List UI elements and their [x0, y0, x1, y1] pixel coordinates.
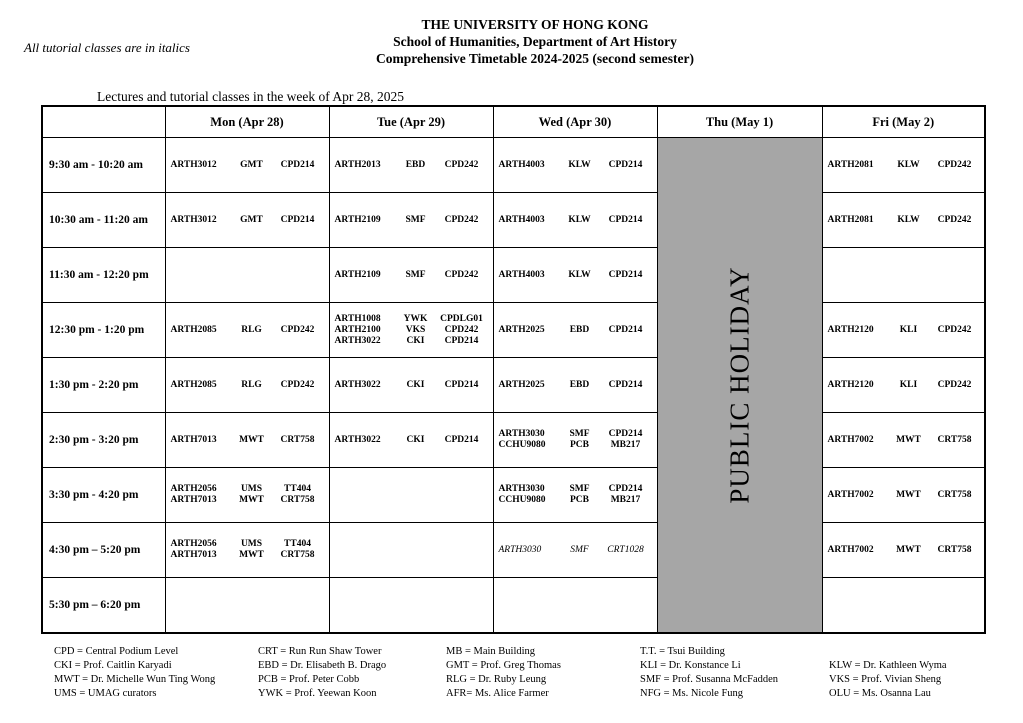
- slot-cell-wed: [493, 578, 657, 634]
- class-entry: [171, 325, 329, 336]
- entry-course: ARTH4003: [498, 159, 545, 170]
- entry-room: CPD214: [608, 324, 643, 335]
- entry-course: ARTH2109: [334, 269, 381, 280]
- class-entry: [171, 380, 329, 391]
- document-header: [300, 16, 770, 67]
- entry-staff: KLI: [899, 379, 918, 390]
- legend-entry: KLW = Dr. Kathleen Wyma: [829, 660, 947, 671]
- slot-cell-tue: [329, 138, 493, 193]
- entry-staff: GMT: [240, 159, 263, 170]
- entry-room: CPD214: [608, 214, 643, 225]
- slot-cell-wed: [493, 413, 657, 468]
- entry-room: TT404: [284, 484, 311, 494]
- entry-staff: SMF: [569, 484, 590, 494]
- entry-staff: EBD: [569, 324, 590, 335]
- entry-room: CPD242: [937, 324, 972, 335]
- entry-room: CPD214: [280, 214, 315, 225]
- class-entry: [171, 495, 329, 506]
- entry-staff: KLW: [897, 159, 920, 170]
- time-slot: 4:30 pm – 5:20 pm: [42, 523, 165, 578]
- entry-staff: PCB: [570, 440, 589, 450]
- week-label: Lectures and tutorial classes in the week of Apr 28, 2025: [97, 89, 405, 104]
- entry-room: CRT758: [280, 434, 315, 445]
- entry-course: ARTH3022: [334, 379, 381, 390]
- table-row: [42, 468, 985, 523]
- entry-staff: KLW: [568, 269, 591, 280]
- entry-course: ARTH3030: [498, 429, 545, 439]
- table-row: [42, 248, 985, 303]
- table-row: [42, 523, 985, 578]
- class-entry: [499, 380, 657, 391]
- class-entry: [171, 435, 329, 446]
- entry-room: CRT1028: [607, 544, 644, 555]
- slot-cell-tue: [329, 358, 493, 413]
- class-entry: [171, 484, 329, 495]
- class-entry: [335, 160, 493, 171]
- entry-room: CPD214: [444, 379, 479, 390]
- entry-room: CRT758: [280, 495, 315, 505]
- class-entry: [499, 495, 657, 506]
- time-slot: 1:30 pm - 2:20 pm: [42, 358, 165, 413]
- entry-staff: SMF: [405, 269, 426, 280]
- table-row: [42, 413, 985, 468]
- day-header-row: [42, 106, 985, 138]
- legend-entry: T.T. = Tsui Building: [640, 646, 725, 657]
- legend-entry: CKI = Prof. Caitlin Karyadi: [54, 660, 172, 671]
- slot-cell-mon: [165, 523, 329, 578]
- entry-course: ARTH3022: [334, 434, 381, 445]
- entry-course: ARTH2025: [498, 324, 545, 335]
- entry-room: CRT758: [937, 544, 972, 555]
- class-entry: [335, 435, 493, 446]
- slot-cell-tue: [329, 193, 493, 248]
- legend-entry: CRT = Run Run Shaw Tower: [258, 646, 382, 657]
- time-slot: 2:30 pm - 3:20 pm: [42, 413, 165, 468]
- time-slot: 10:30 am - 11:20 am: [42, 193, 165, 248]
- class-entry: [335, 325, 493, 336]
- legend-entry: MB = Main Building: [446, 646, 536, 657]
- slot-cell-mon: [165, 193, 329, 248]
- slot-cell-fri: [822, 413, 985, 468]
- entry-staff: MWT: [896, 544, 921, 555]
- entry-staff: KLI: [899, 324, 918, 335]
- legend-entry: NFG = Ms. Nicole Fung: [640, 688, 744, 699]
- entry-room: CPD214: [444, 335, 479, 346]
- day-header-fri: Fri (May 2): [822, 106, 985, 138]
- entry-room: CPD242: [444, 269, 479, 280]
- entry-course: ARTH2109: [334, 214, 381, 225]
- legend-entry: YWK = Prof. Yeewan Koon: [258, 688, 377, 699]
- class-entry: [171, 550, 329, 561]
- class-entry: [335, 270, 493, 281]
- entry-course: ARTH3012: [170, 159, 217, 170]
- entry-room: CPD214: [608, 269, 643, 280]
- entry-course: ARTH2120: [827, 324, 874, 335]
- time-slot: 12:30 pm - 1:20 pm: [42, 303, 165, 358]
- entry-staff: YWK: [403, 313, 428, 324]
- slot-cell-wed: [493, 138, 657, 193]
- slot-cell-tue: [329, 303, 493, 358]
- entry-room: CPD214: [444, 434, 479, 445]
- class-entry: [335, 336, 493, 347]
- entry-staff: CKI: [406, 335, 425, 346]
- class-entry: [828, 215, 985, 226]
- entry-staff: EBD: [569, 379, 590, 390]
- slot-cell-fri: [822, 303, 985, 358]
- slot-cell-mon: [165, 303, 329, 358]
- legend-entry: GMT = Prof. Greg Thomas: [446, 660, 561, 671]
- entry-room: CPD214: [608, 159, 643, 170]
- entry-room: CPD242: [444, 324, 479, 335]
- slot-cell-wed: [493, 248, 657, 303]
- entry-room: CPD214: [280, 159, 315, 170]
- class-entry: [499, 215, 657, 226]
- entry-staff: RLG: [241, 379, 262, 390]
- timetable-title: Comprehensive Timetable 2024-2025 (second semester): [376, 51, 694, 66]
- entry-room: CPD242: [444, 159, 479, 170]
- class-entry: [499, 429, 657, 440]
- legend-entry: KLI = Dr. Konstance Li: [640, 660, 741, 671]
- entry-staff: CKI: [406, 379, 425, 390]
- entry-staff: MWT: [239, 550, 264, 560]
- corner-cell: [42, 106, 165, 138]
- entry-room: CPD214: [608, 484, 643, 494]
- table-row: [42, 138, 985, 193]
- entry-staff: MWT: [896, 489, 921, 500]
- legend-entry: PCB = Prof. Peter Cobb: [258, 674, 360, 685]
- department-name: School of Humanities, Department of Art History: [393, 34, 677, 49]
- entry-room: CPD214: [608, 429, 643, 439]
- class-entry: [828, 545, 985, 556]
- day-header-mon: Mon (Apr 28): [165, 106, 329, 138]
- entry-course: ARTH2100: [334, 324, 381, 335]
- entry-course: ARTH1008: [334, 313, 381, 324]
- slot-cell-wed: [493, 523, 657, 578]
- entry-room: CRT758: [937, 489, 972, 500]
- entry-course: ARTH2081: [827, 159, 874, 170]
- class-entry: [171, 215, 329, 226]
- entry-room: CPD242: [937, 379, 972, 390]
- table-row: [42, 358, 985, 413]
- entry-staff: RLG: [241, 324, 262, 335]
- public-holiday-label: PUBLIC HOLIDAY: [724, 266, 754, 504]
- slot-cell-fri: [822, 358, 985, 413]
- italics-note: All tutorial classes are in italics: [24, 40, 190, 55]
- slot-cell-mon: [165, 248, 329, 303]
- slot-cell-tue: [329, 468, 493, 523]
- entry-room: CPD242: [937, 214, 972, 225]
- entry-course: ARTH2025: [498, 379, 545, 390]
- class-entry: [499, 545, 657, 556]
- class-entry: [828, 490, 985, 501]
- entry-course: ARTH7002: [827, 489, 874, 500]
- class-entry: [499, 270, 657, 281]
- entry-staff: SMF: [405, 214, 426, 225]
- entry-course: ARTH2081: [827, 214, 874, 225]
- entry-course: ARTH2120: [827, 379, 874, 390]
- slot-cell-tue: [329, 248, 493, 303]
- entry-staff: VKS: [405, 324, 426, 335]
- class-entry: [499, 440, 657, 451]
- slot-cell-mon: [165, 138, 329, 193]
- slot-cell-mon: [165, 358, 329, 413]
- entry-course: ARTH3030: [498, 544, 542, 555]
- entry-staff: EBD: [405, 159, 426, 170]
- slot-cell-fri: [822, 578, 985, 634]
- entry-course: CCHU9080: [498, 440, 546, 450]
- slot-cell-wed: [493, 468, 657, 523]
- class-entry: [828, 325, 985, 336]
- legend-entry: VKS = Prof. Vivian Sheng: [829, 674, 942, 685]
- entry-course: CCHU9080: [498, 495, 546, 505]
- entry-course: ARTH7013: [170, 550, 217, 560]
- slot-cell-tue: [329, 523, 493, 578]
- public-holiday-cell: [657, 138, 822, 634]
- entry-room: CRT758: [280, 550, 315, 560]
- day-header-tue: Tue (Apr 29): [329, 106, 493, 138]
- legend-entry: MWT = Dr. Michelle Wun Ting Wong: [54, 674, 216, 685]
- class-entry: [499, 325, 657, 336]
- legend-entry: EBD = Dr. Elisabeth B. Drago: [258, 660, 387, 671]
- class-entry: [828, 435, 985, 446]
- time-slot: 3:30 pm - 4:20 pm: [42, 468, 165, 523]
- entry-staff: SMF: [570, 544, 589, 555]
- class-entry: [335, 215, 493, 226]
- slot-cell-mon: [165, 578, 329, 634]
- entry-room: CPD242: [937, 159, 972, 170]
- entry-staff: UMS: [240, 484, 263, 494]
- class-entry: [499, 160, 657, 171]
- entry-room: MB217: [610, 495, 641, 505]
- legend-entry: CPD = Central Podium Level: [54, 646, 179, 657]
- class-entry: [828, 380, 985, 391]
- entry-staff: MWT: [896, 434, 921, 445]
- entry-staff: MWT: [239, 434, 264, 445]
- legend-entry: AFR= Ms. Alice Farmer: [446, 688, 549, 699]
- day-header-thu: Thu (May 1): [657, 106, 822, 138]
- slot-cell-tue: [329, 413, 493, 468]
- entry-course: ARTH3012: [170, 214, 217, 225]
- legend-entry: OLU = Ms. Osanna Lau: [829, 688, 931, 699]
- slot-cell-fri: [822, 523, 985, 578]
- entry-staff: KLW: [568, 159, 591, 170]
- table-row: [42, 578, 985, 634]
- slot-cell-wed: [493, 303, 657, 358]
- class-entry: [499, 484, 657, 495]
- slot-cell-fri: [822, 138, 985, 193]
- class-entry: [171, 539, 329, 550]
- entry-staff: UMS: [240, 539, 263, 549]
- entry-course: ARTH2056: [170, 539, 217, 549]
- legend-entry: RLG = Dr. Ruby Leung: [446, 674, 547, 685]
- entry-room: TT404: [284, 539, 311, 549]
- entry-course: ARTH4003: [498, 269, 545, 280]
- slot-cell-wed: [493, 193, 657, 248]
- entry-room: MB217: [610, 440, 641, 450]
- entry-room: CPD242: [280, 324, 315, 335]
- class-entry: [171, 160, 329, 171]
- entry-staff: KLW: [568, 214, 591, 225]
- timetable-table: [41, 105, 986, 634]
- class-entry: [828, 160, 985, 171]
- slot-cell-wed: [493, 358, 657, 413]
- slot-cell-mon: [165, 468, 329, 523]
- table-row: [42, 303, 985, 358]
- entry-course: ARTH2013: [334, 159, 381, 170]
- entry-course: ARTH2056: [170, 484, 217, 494]
- entry-course: ARTH2085: [170, 324, 217, 335]
- entry-staff: KLW: [897, 214, 920, 225]
- entry-course: ARTH7013: [170, 434, 217, 445]
- entry-course: ARTH2085: [170, 379, 217, 390]
- class-entry: [335, 380, 493, 391]
- entry-room: CRT758: [937, 434, 972, 445]
- entry-room: CPD242: [444, 214, 479, 225]
- time-slot: 11:30 am - 12:20 pm: [42, 248, 165, 303]
- legend: [0, 646, 1023, 716]
- entry-course: ARTH7002: [827, 434, 874, 445]
- entry-staff: MWT: [239, 495, 264, 505]
- legend-entry: UMS = UMAG curators: [54, 688, 157, 699]
- entry-room: CPD214: [608, 379, 643, 390]
- slot-cell-tue: [329, 578, 493, 634]
- entry-staff: GMT: [240, 214, 263, 225]
- entry-course: ARTH4003: [498, 214, 545, 225]
- entry-staff: SMF: [569, 429, 590, 439]
- day-header-wed: Wed (Apr 30): [493, 106, 657, 138]
- entry-course: ARTH3030: [498, 484, 545, 494]
- entry-room: CPD242: [280, 379, 315, 390]
- slot-cell-mon: [165, 413, 329, 468]
- legend-entry: SMF = Prof. Susanna McFadden: [640, 674, 779, 685]
- slot-cell-fri: [822, 248, 985, 303]
- entry-staff: CKI: [406, 434, 425, 445]
- time-slot: 9:30 am - 10:20 am: [42, 138, 165, 193]
- slot-cell-fri: [822, 193, 985, 248]
- entry-course: ARTH3022: [334, 335, 381, 346]
- entry-course: ARTH7013: [170, 495, 217, 505]
- entry-course: ARTH7002: [827, 544, 874, 555]
- class-entry: [335, 314, 493, 325]
- university-name: THE UNIVERSITY OF HONG KONG: [421, 17, 649, 32]
- entry-staff: PCB: [570, 495, 589, 505]
- time-slot: 5:30 pm – 6:20 pm: [42, 578, 165, 634]
- entry-room: CPDLG01: [440, 313, 483, 324]
- slot-cell-fri: [822, 468, 985, 523]
- table-row: [42, 193, 985, 248]
